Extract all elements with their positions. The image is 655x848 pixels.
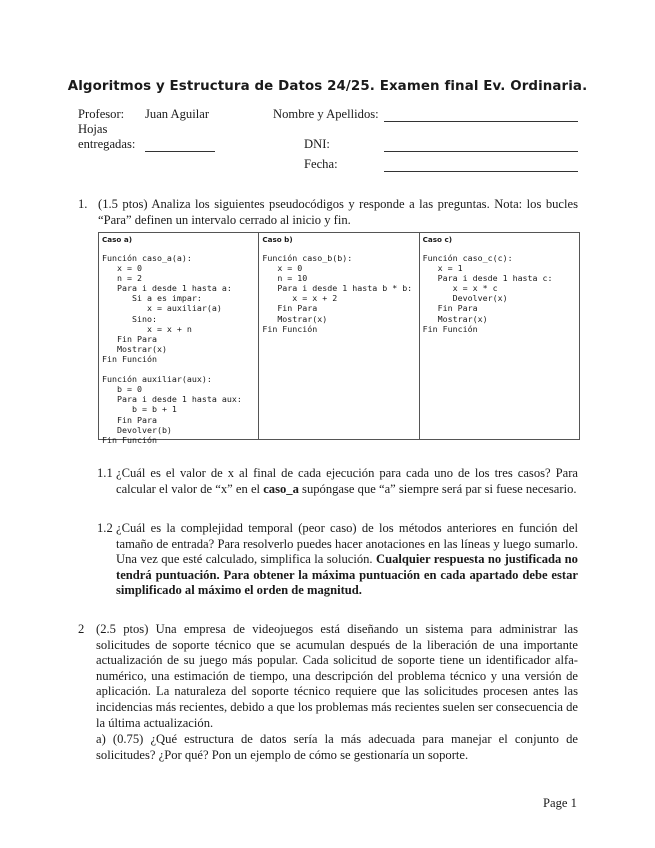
fecha-label: Fecha: [304,157,338,171]
exam-title: Algoritmos y Estructura de Datos 24/25. Examen final Ev. Ordinaria. [67,79,588,94]
q1-2-bold: Cualquier respuesta no justificada no tendrá puntuación. Para obtener la máxima puntuación en cada apartado debe estar simplificado al máximo el orden de magnitud. [116,552,578,598]
q1-1-bold: caso_a [263,481,299,496]
q1-2-text [116,521,578,599]
fecha-field-line[interactable] [384,171,578,172]
case-a-header: Caso a) [102,235,132,244]
profesor-name: Juan Aguilar [145,107,210,121]
case-a-code: Función caso_a(a): x = 0 n = 2 Para i desde 1 hasta a: Si a es impar: x = auxiliar(a) Sino: x = x + n Fin Para Mostrar(x) Fin Función Función auxiliar(aux): b = 0 Para i desde 1 hasta aux: b = b + 1 Fin Para Devolver(b) Fin Función [102,253,242,445]
q1-1-text-a: ¿Cuál es el valor de x al final de cada ejecución para cada uno de los tres casos? Para calcular el valor de “x” en el [116,466,578,496]
pseudocode-table [98,232,580,445]
dni-label: DNI: [304,137,330,151]
case-a-column [99,233,259,445]
q1-text: (1.5 ptos) Analiza los siguientes pseudocódigos y responde a las preguntas. Nota: los bucles “Para” definen un intervalo cerrado al inicio y fin. [98,197,578,227]
nombre-field-line[interactable] [384,121,578,122]
hojas-field-line[interactable] [145,151,215,152]
q1-number: 1. [78,197,88,211]
q2-number: 2 [78,622,85,636]
hojas-label-line2: entregadas: [78,137,136,151]
q1-2-text-plain: ¿Cuál es la complejidad temporal (peor caso) de los métodos anteriores en función del tamaño de entrada? Para resolverlo puedes hacer anotaciones en las líneas y luego sumarlo. Una vez que esté calculado, simplifica la solución. [116,521,578,567]
case-b-header: Caso b) [262,235,293,244]
q2-text: (2.5 ptos) Una empresa de videojuegos está diseñando un sistema para administrar las solicitudes de soporte técnico que se acumulan después de la liberación de una importante actualización de su juego más popular. Cada solicitud de soporte tiene un identificador alfa-numérico, una estimación de tiempo, una descripción del problema técnico y una versión de aplicación. La naturaleza del soporte técnico requiere que las solicitudes procesen antes las incidencias más recientes, debido a que los problemas más recientes suelen ser consecuencia de la última actualización. [96,622,578,730]
q1-1-text-b: supóngase que “a” siempre será par si fuese necesario. [298,481,577,496]
case-c-column [420,233,579,439]
q1-2-number: 1.2 [97,521,113,535]
q2-sub-a: a) (0.75) ¿Qué estructura de datos sería la más adecuada para manejar el conjunto de solicitudes? ¿Por qué? Pon un ejemplo de cómo se gestionaría un soporte. [96,732,578,762]
case-c-header: Caso c) [422,235,453,244]
case-b-column [259,233,419,439]
nombre-label: Nombre y Apellidos: [273,107,379,121]
q1-1-text [116,466,578,497]
dni-field-line[interactable] [384,151,578,152]
case-b-code: Función caso_b(b): x = 0 n = 10 Para i desde 1 hasta b * b: x = x + 2 Fin Para Mostrar(x) Fin Función [262,253,413,334]
hojas-label-line1: Hojas [78,122,108,136]
profesor-label: Profesor: [78,107,125,121]
case-c-code: Función caso_c(c): x = 1 Para i desde 1 hasta c: x = x * c Devolver(x) Fin Para Mostrar(x) Fin Función [422,253,553,334]
q1-1-number: 1.1 [97,466,113,480]
page-number: Page 1 [543,796,577,810]
